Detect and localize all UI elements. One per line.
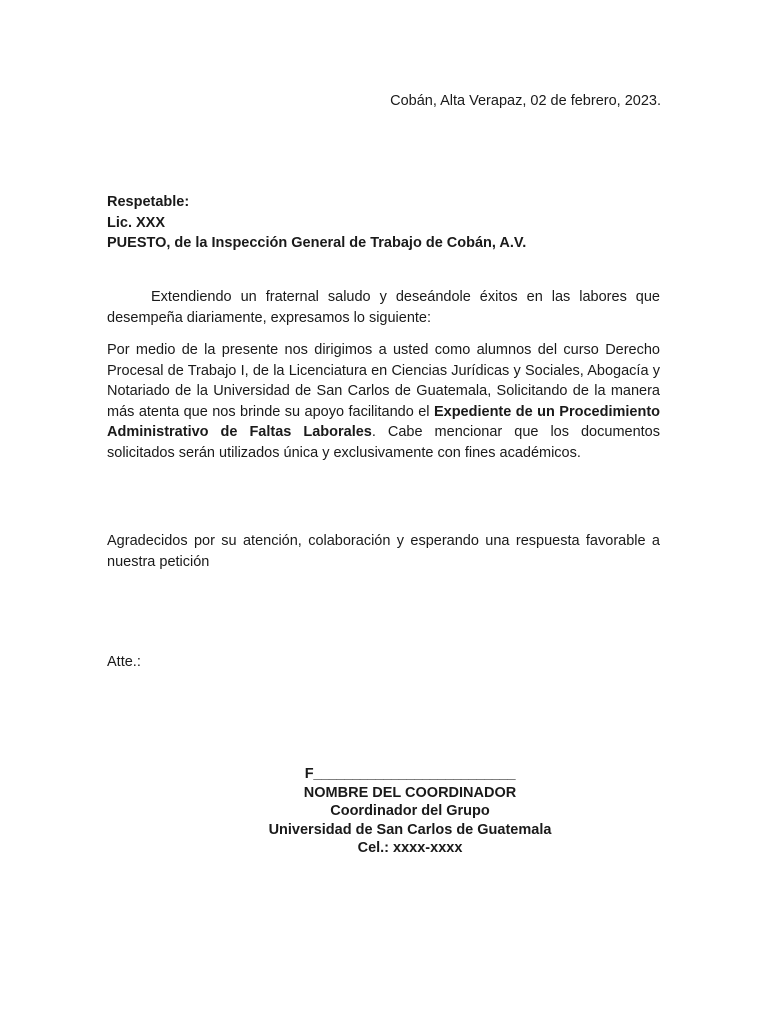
date-line: Cobán, Alta Verapaz, 02 de febrero, 2023. [390,93,661,109]
paragraph-request [107,340,660,463]
request-text-end: . Cabe mencionar que los documentos solicitados serán utilizados única y exclusivamente con fines académicos. [107,424,660,461]
paragraph-thanks: Agradecidos por su atención, colaboración y esperando una respuesta favorable a nuestra petición [107,533,660,570]
recipient-position: PUESTO, de la Inspección General de Trabajo de Cobán, A.V. [107,235,527,251]
recipient-block [107,192,667,254]
signer-name: NOMBRE DEL COORDINADOR [303,784,517,801]
request-text-start: Por medio de la presente nos dirigimos a usted como alumnos del curso Derecho Procesal de Trabajo I, de la Licenciatura en Ciencias Jurídicas y Sociales, Abogacía y Notariado de la Universidad de San Carlos de Guatemala, Solicitando de la manera más atenta que nos brinde su apoyo facilitando el [107,342,660,420]
salutation: Respetable: [107,194,190,210]
signer-institution: Universidad de San Carlos de Guatemala [268,821,552,838]
signer-role: Coordinador del Grupo [330,803,490,819]
recipient-name: Lic. XXX [107,214,166,231]
signature-block [200,765,620,858]
paragraph-greeting: Extendiendo un fraternal saludo y deseándole éxitos en las labores que desempeña diariamente, expresamos lo siguiente: [107,289,660,326]
signature-line: F__________________________ [304,766,516,782]
request-text-bold: Expediente de un Procedimiento Administrativo de Faltas Laborales [107,403,660,440]
signer-phone: Cel.: xxxx-xxxx [357,840,463,856]
closing: Atte.: [107,654,141,670]
